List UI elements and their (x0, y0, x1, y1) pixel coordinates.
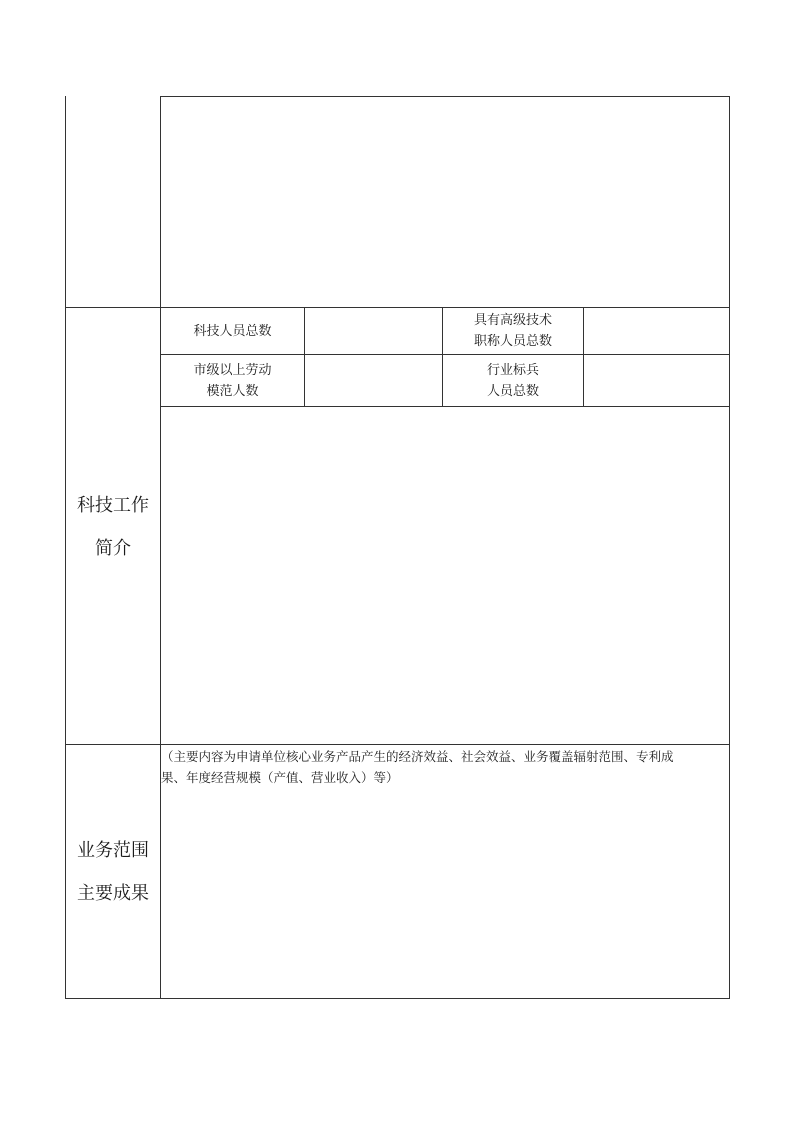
business-scope-achievements-label: 业务范围 主要成果 (77, 840, 149, 904)
tech-work-intro-content-area[interactable] (161, 407, 729, 744)
model-worker-count-label: 市级以上劳动 模范人数 (193, 362, 272, 399)
senior-title-staff-total-label: 具有高级技术 职称人员总数 (473, 313, 552, 349)
table-bottom-border (65, 998, 730, 999)
previous-section-content-area[interactable] (161, 97, 729, 307)
senior-title-staff-total-value[interactable] (584, 308, 729, 354)
tech-work-intro-label: 科技工作 简介 (77, 495, 149, 559)
tech-staff-total-label: 科技人员总数 (193, 323, 272, 339)
model-worker-count-value[interactable] (305, 355, 442, 406)
industry-pacesetter-total-label: 行业标兵 人员总数 (486, 362, 539, 399)
business-content-instruction: （主要内容为申请单位核心业务产品产生的经济效益、社会效益、业务覆盖辐射范围、专利成 果、年度经营规模（产值、营业收入）等） (161, 749, 674, 785)
business-section-top-border (65, 744, 730, 745)
table-right-border (729, 96, 730, 999)
business-scope-content-area[interactable] (161, 790, 729, 997)
tech-staff-total-value[interactable] (305, 308, 442, 354)
industry-pacesetter-total-value[interactable] (584, 355, 729, 406)
